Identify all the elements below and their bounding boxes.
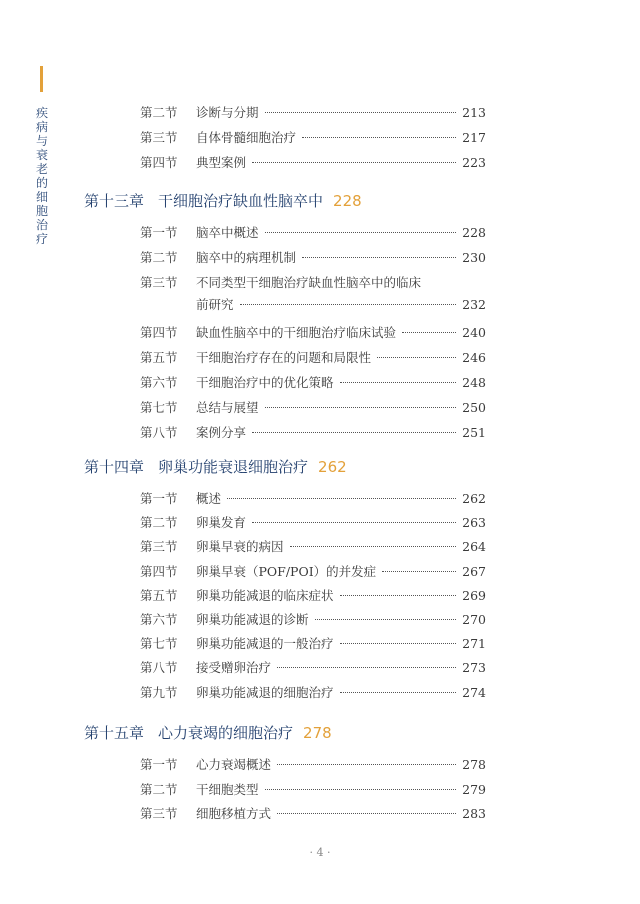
section-number: 第二节 — [140, 781, 178, 797]
chapter-title: 干细胞治疗缺血性脑卒中 — [158, 192, 324, 210]
dot-leader — [382, 570, 456, 572]
section-number: 第二节 — [140, 515, 178, 531]
toc-entry[interactable] — [140, 247, 486, 269]
section-page-number: 279 — [462, 781, 486, 797]
dot-leader — [240, 303, 457, 305]
section-number: 第九节 — [140, 684, 178, 700]
section-page-number: 278 — [462, 757, 486, 772]
section-title: 总结与展望 — [196, 400, 259, 415]
section-page-number: 263 — [462, 515, 486, 531]
chapter-page-number: 262 — [318, 458, 347, 476]
section-page-number: 213 — [462, 105, 486, 120]
dot-leader — [302, 136, 456, 138]
toc-entry[interactable] — [140, 397, 486, 419]
section-title: 案例分享 — [196, 425, 247, 440]
section-title: 卵巢功能减退的诊断 — [196, 612, 309, 627]
section-number: 第二节 — [140, 250, 178, 265]
section-title: 脑卒中概述 — [196, 225, 259, 240]
toc-entry[interactable] — [140, 754, 486, 776]
section-page-number: 267 — [462, 563, 486, 579]
chapter-page-number: 278 — [303, 724, 332, 742]
toc-entry[interactable] — [140, 422, 486, 444]
section-title: 卵巢早衰（POF/POI）的并发症 — [196, 563, 377, 579]
chapter-number: 第十四章 — [84, 458, 145, 476]
section-number: 第七节 — [140, 400, 178, 415]
section-page-number: 273 — [462, 660, 486, 676]
section-page-number: 251 — [462, 425, 486, 440]
section-number: 第七节 — [140, 636, 178, 652]
section-page-number: 270 — [462, 612, 486, 627]
dot-leader — [402, 331, 456, 333]
dot-leader — [377, 356, 456, 358]
chapter-heading[interactable] — [84, 721, 564, 745]
section-title: 干细胞类型 — [196, 781, 259, 797]
section-number: 第三节 — [140, 806, 178, 821]
section-page-number: 230 — [462, 250, 486, 265]
toc-entry[interactable] — [140, 657, 486, 679]
section-page-number: 250 — [462, 400, 486, 415]
section-title: 卵巢功能减退的细胞治疗 — [196, 684, 334, 700]
section-number: 第八节 — [140, 425, 178, 440]
section-number: 第二节 — [140, 105, 178, 120]
section-page-number: 240 — [462, 325, 486, 340]
toc-entry[interactable] — [140, 609, 486, 631]
side-accent-bar — [40, 66, 43, 92]
dot-leader — [252, 431, 456, 433]
section-number: 第一节 — [140, 757, 178, 772]
section-title: 接受赠卵治疗 — [196, 660, 272, 676]
toc-entry[interactable] — [140, 512, 486, 534]
section-page-number: 271 — [462, 636, 486, 652]
section-title: 缺血性脑卒中的干细胞治疗临床试验 — [196, 325, 397, 340]
toc-entry[interactable] — [140, 488, 486, 510]
section-page-number: 269 — [462, 587, 486, 603]
section-number: 第五节 — [140, 350, 178, 365]
section-title: 卵巢发育 — [196, 515, 247, 531]
toc-entry[interactable] — [140, 561, 486, 583]
section-title: 心力衰竭概述 — [196, 757, 272, 772]
section-page-number: 248 — [462, 375, 486, 390]
toc-entry[interactable] — [140, 222, 486, 244]
section-page-number: 283 — [462, 806, 486, 821]
section-title: 卵巢早衰的病因 — [196, 539, 284, 555]
dot-leader — [252, 521, 456, 523]
chapter-heading[interactable] — [84, 455, 564, 479]
section-title: 干细胞治疗存在的问题和局限性 — [196, 350, 372, 365]
dot-leader — [227, 497, 456, 499]
dot-leader — [340, 594, 457, 596]
section-page-number: 246 — [462, 350, 486, 365]
dot-leader — [265, 111, 457, 113]
section-page-number: 223 — [462, 155, 486, 170]
toc-entry[interactable] — [140, 536, 486, 558]
section-title: 诊断与分期 — [196, 105, 259, 120]
chapter-number: 第十三章 — [84, 192, 145, 210]
toc-entry[interactable] — [140, 272, 486, 316]
dot-leader — [290, 545, 457, 547]
section-number: 第六节 — [140, 612, 178, 627]
dot-leader — [277, 666, 456, 668]
chapter-title: 卵巢功能衰退细胞治疗 — [158, 458, 309, 476]
section-number: 第六节 — [140, 375, 178, 390]
section-number: 第五节 — [140, 587, 178, 603]
running-book-title: 疾病与衰老的细胞治疗 — [35, 106, 48, 246]
toc-entry[interactable] — [140, 347, 486, 369]
section-title: 脑卒中的病理机制 — [196, 250, 297, 265]
toc-entry[interactable] — [140, 803, 486, 825]
toc-entry[interactable] — [140, 372, 486, 394]
dot-leader — [277, 763, 456, 765]
dot-leader — [265, 406, 457, 408]
chapter-page-number: 228 — [333, 192, 362, 210]
page-number: · 4 · — [309, 846, 331, 859]
section-page-number: 228 — [462, 225, 486, 240]
toc-entry[interactable] — [140, 322, 486, 344]
toc-entry[interactable] — [140, 585, 486, 607]
section-number: 第三节 — [140, 539, 178, 555]
section-title: 不同类型干细胞治疗缺血性脑卒中的临床 — [196, 275, 422, 290]
toc-entry[interactable] — [140, 127, 486, 149]
section-title-continued: 前研究 — [196, 297, 234, 312]
toc-entry[interactable] — [140, 633, 486, 655]
dot-leader — [265, 788, 457, 790]
section-title: 干细胞治疗中的优化策略 — [196, 375, 334, 390]
section-number: 第一节 — [140, 491, 178, 506]
section-title: 概述 — [196, 491, 222, 506]
section-number: 第一节 — [140, 225, 178, 240]
dot-leader — [340, 642, 457, 644]
section-title: 典型案例 — [196, 155, 247, 170]
section-number: 第四节 — [140, 155, 178, 170]
section-title: 自体骨髓细胞治疗 — [196, 130, 297, 145]
dot-leader — [265, 231, 457, 233]
section-page-number: 264 — [462, 539, 486, 555]
dot-leader — [340, 381, 457, 383]
section-title: 卵巢功能减退的临床症状 — [196, 587, 334, 603]
toc-entry[interactable] — [140, 102, 486, 124]
dot-leader — [340, 691, 457, 693]
section-number: 第八节 — [140, 660, 178, 676]
section-page-number: 274 — [462, 684, 486, 700]
chapter-heading[interactable] — [84, 189, 564, 213]
toc-entry[interactable] — [140, 779, 486, 801]
dot-leader — [302, 256, 456, 258]
dot-leader — [252, 161, 456, 163]
toc-entry[interactable] — [140, 152, 486, 174]
section-title: 卵巢功能减退的一般治疗 — [196, 636, 334, 652]
section-page-number: 232 — [462, 297, 486, 312]
section-page-number: 262 — [462, 491, 486, 506]
section-page-number: 217 — [462, 130, 486, 145]
section-number: 第四节 — [140, 325, 178, 340]
chapter-title: 心力衰竭的细胞治疗 — [158, 724, 294, 742]
section-number: 第三节 — [140, 275, 178, 290]
dot-leader — [277, 812, 456, 814]
toc-entry[interactable] — [140, 682, 486, 704]
chapter-number: 第十五章 — [84, 724, 145, 742]
section-number: 第四节 — [140, 563, 178, 579]
section-number: 第三节 — [140, 130, 178, 145]
section-title: 细胞移植方式 — [196, 806, 272, 821]
dot-leader — [315, 618, 457, 620]
